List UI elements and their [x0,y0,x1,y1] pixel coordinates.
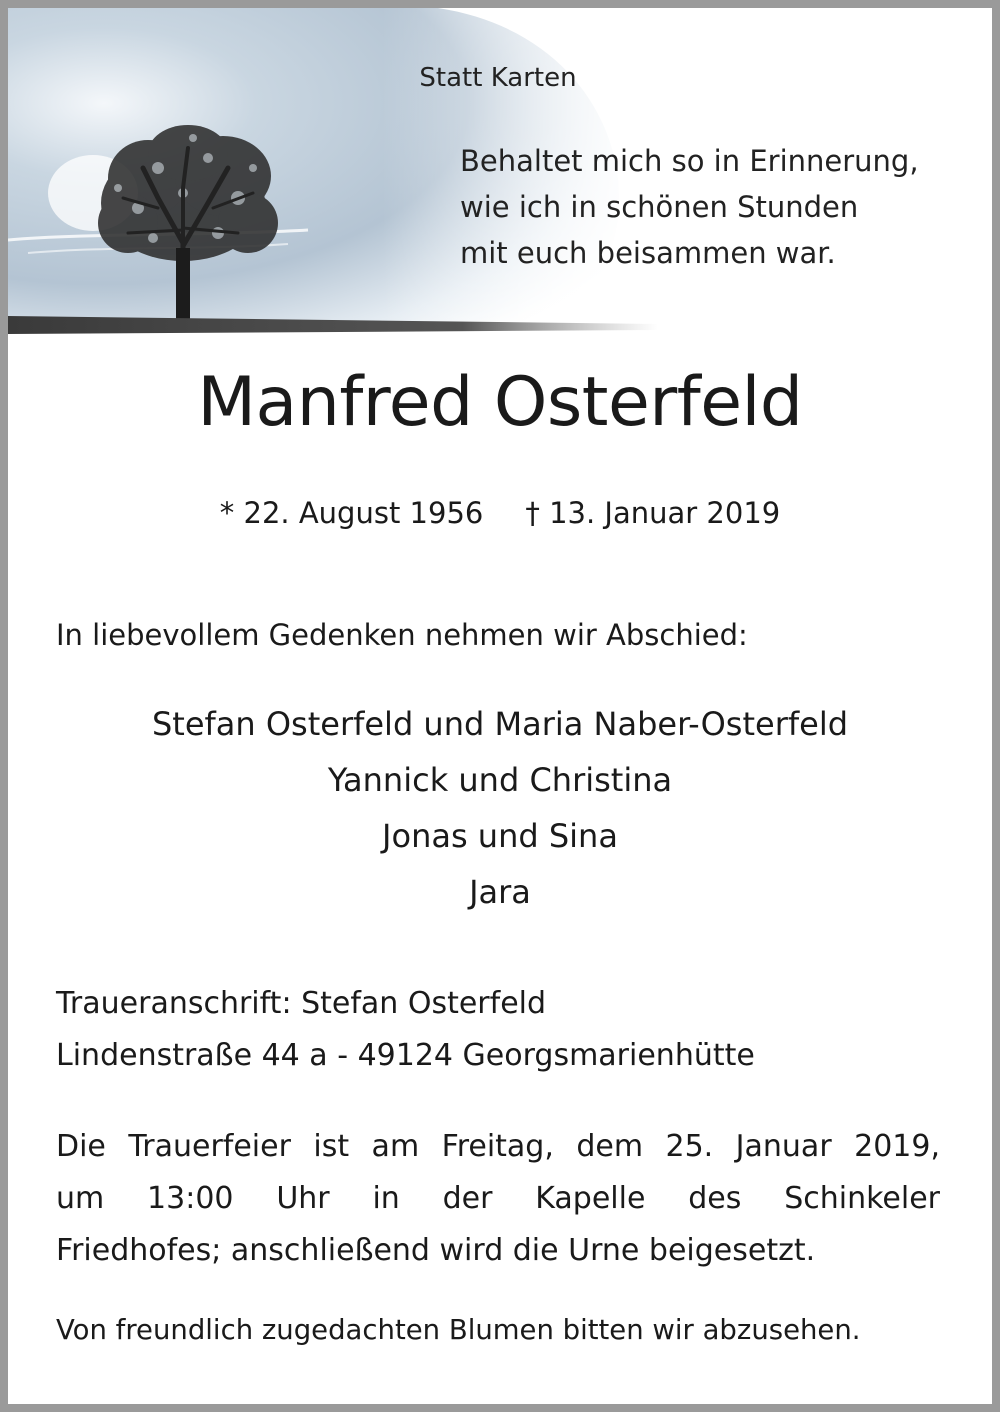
ceremony-line: Friedhofes; anschließend wird die Urne beigesetzt. [56,1233,816,1268]
farewell-intro: In liebevollem Gedenken nehmen wir Abschied: [56,618,748,652]
statt-karten: Statt Karten [419,63,577,93]
address-line: Lindenstraße 44 a - 49124 Georgsmarienhütte [56,1038,755,1073]
deceased-name: Manfred Osterfeld [197,363,803,442]
ceremony-line: Die Trauerfeier ist am Freitag, dem 25. Januar 2019, [56,1129,940,1164]
family-member: Yannick und Christina [327,761,673,799]
death-date: † 13. Januar 2019 [525,496,781,530]
quote-line: Behaltet mich so in Erinnerung, [460,144,919,178]
family-member: Stefan Osterfeld und Maria Naber-Osterfeld [151,705,849,743]
ceremony-line: um 13:00 Uhr in der Kapelle des Schinkeler [56,1181,940,1216]
birth-date: * 22. August 1956 [219,496,484,530]
family-member: Jonas und Sina [382,817,618,855]
family-member: Jara [469,873,531,911]
quote-line: wie ich in schönen Stunden [460,190,859,224]
ceremony-info [56,1121,940,1277]
mourning-address [56,978,755,1082]
memorial-quote [460,138,919,276]
address-line: Traueranschrift: Stefan Osterfeld [56,986,547,1021]
family-list [8,696,992,920]
obituary-card [8,8,992,1404]
flowers-note: Von freundlich zugedachten Blumen bitten wir abzusehen. [56,1314,861,1346]
quote-line: mit euch beisammen war. [460,236,836,270]
life-dates [8,496,992,530]
